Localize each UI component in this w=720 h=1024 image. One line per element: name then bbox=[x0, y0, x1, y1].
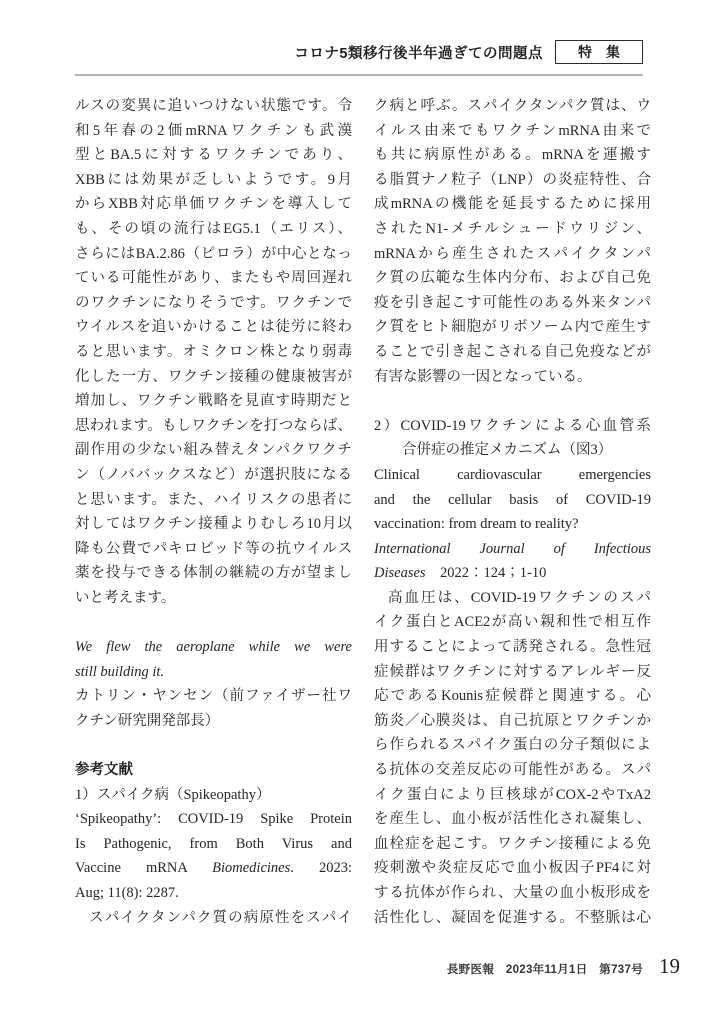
text-line bbox=[75, 168, 352, 193]
text-line bbox=[75, 192, 352, 217]
text-segment: Vaccine mRNA bbox=[75, 860, 213, 877]
text-segment: スパイクタンパク質の病原性をスパイ bbox=[89, 909, 352, 926]
text-segment: 思われます。もしワクチンを打つならば、 bbox=[75, 417, 352, 434]
text-line bbox=[374, 488, 651, 513]
text-segment: 成mRNAの機能を延長するために採用 bbox=[374, 196, 651, 213]
text-line bbox=[75, 119, 352, 144]
text-segment: イク蛋白により巨核球がCOX-2やTxA2 bbox=[374, 786, 651, 803]
text-segment: ク病と呼ぶ。スパイクタンパク質は、ウ bbox=[374, 98, 651, 114]
text-segment: 2）COVID-19ワクチンによる心血管系 bbox=[374, 417, 651, 434]
text-segment: と思います。また、ハイリスクの患者に bbox=[75, 491, 352, 508]
text-line bbox=[75, 586, 352, 611]
header-rule bbox=[75, 74, 643, 76]
text-segment: 疫刺激や炎症反応で血小板因子PF4に対 bbox=[374, 860, 651, 877]
text-segment: る脂質ナノ粒子（LNP）の炎症特性、合 bbox=[374, 171, 651, 188]
text-segment: still building it. bbox=[75, 663, 165, 680]
text-line bbox=[75, 709, 352, 734]
text-segment: 薬を投与できる体制の継続の方が望まし bbox=[75, 565, 352, 582]
text-segment: ク質の広範な生体内分布、および自己免 bbox=[374, 270, 651, 287]
text-segment: We flew the aeroplane while we were bbox=[75, 639, 352, 656]
text-segment: Clinical cardiovascular emergencies bbox=[374, 466, 651, 483]
text-segment: いと考えます。 bbox=[75, 589, 176, 606]
text-segment: 化した一方、ワクチン接種の健康被害が bbox=[75, 368, 352, 385]
text-line bbox=[374, 586, 651, 611]
text-line bbox=[374, 217, 651, 242]
text-line bbox=[374, 242, 651, 267]
text-segment: カトリン・ヤンセン（前ファイザー社ワ bbox=[75, 688, 352, 705]
text-segment: Biomedicines bbox=[212, 860, 291, 877]
text-line bbox=[75, 807, 352, 832]
text-segment: のワクチンになりそうです。ワクチンで bbox=[75, 294, 352, 311]
text-line bbox=[374, 266, 651, 291]
column-left bbox=[75, 94, 352, 930]
text-line bbox=[75, 365, 352, 390]
text-line bbox=[374, 291, 651, 316]
text-segment: 用することによって誘発される。急性冠 bbox=[374, 639, 651, 656]
text-line bbox=[374, 561, 651, 586]
text-segment: 増加し、ワクチン戦略を見直す時期だと bbox=[75, 393, 352, 410]
text-segment: さらにはBA.2.86（ピロラ）が中心となっ bbox=[75, 245, 352, 262]
text-line bbox=[75, 438, 352, 463]
text-segment: 和5年春の2価mRNAワクチンも武漢 bbox=[75, 122, 352, 139]
text-line bbox=[75, 660, 352, 685]
text-segment: も、その頃の流行はEG5.1（エリス）、 bbox=[75, 220, 352, 237]
text-line bbox=[75, 881, 352, 906]
page-footer bbox=[0, 956, 680, 977]
text-segment: する抗体が作られ、大量の血小板形成を bbox=[374, 885, 651, 901]
text-segment: ン（ノババックスなど）が選択肢になる bbox=[75, 466, 352, 483]
text-line bbox=[75, 217, 352, 242]
text-line bbox=[374, 143, 651, 168]
text-segment: International Journal of Infectious bbox=[374, 540, 651, 557]
text-segment: 2022：124；1-10 bbox=[425, 565, 547, 582]
text-line bbox=[75, 340, 352, 365]
page-header bbox=[75, 40, 643, 64]
text-line bbox=[75, 758, 352, 783]
text-segment: ‘Spikeopathy’: COVID-19 Spike Protein bbox=[75, 811, 352, 828]
text-line bbox=[75, 512, 352, 537]
text-segment: ルスの変異に追いつけない状態です。令 bbox=[75, 98, 352, 114]
text-segment: Diseases bbox=[374, 565, 426, 582]
text-line bbox=[374, 660, 651, 685]
text-segment: 疫を引き起こす可能性のある外来タンパ bbox=[374, 294, 651, 311]
text-line bbox=[75, 266, 352, 291]
special-feature-badge-label: 特 集 bbox=[578, 44, 620, 60]
text-line bbox=[75, 635, 352, 660]
text-segment: 有害な影響の一因となっている。 bbox=[374, 368, 592, 385]
text-segment: る抗体の交差反応の可能性がある。スパ bbox=[374, 762, 651, 779]
text-segment: 筋炎／心膜炎は、自己抗原とワクチンか bbox=[374, 712, 651, 729]
blank-line bbox=[374, 389, 651, 414]
text-line bbox=[75, 783, 352, 808]
text-line bbox=[374, 733, 651, 758]
text-line bbox=[75, 906, 352, 931]
text-segment: Is Pathogenic, from Both Virus and bbox=[75, 835, 352, 852]
text-segment: 血栓症を起こす。ワクチン接種による免 bbox=[374, 835, 651, 852]
text-segment: ら作られるスパイク蛋白の分子類似によ bbox=[374, 737, 651, 754]
journal-info: 長野医報 2023年11月1日 第737号 bbox=[446, 964, 643, 976]
text-segment: ている可能性があり、またもや周回遅れ bbox=[75, 270, 352, 287]
text-line bbox=[374, 119, 651, 144]
text-segment: 合併症の推定メカニズム（図3） bbox=[402, 442, 613, 459]
text-line bbox=[374, 881, 651, 906]
text-line bbox=[75, 414, 352, 439]
text-line bbox=[374, 463, 651, 488]
text-segment: 応であるKounis症候群と関連する。心 bbox=[374, 688, 651, 705]
text-segment: . 2023: bbox=[290, 860, 352, 877]
text-line bbox=[75, 242, 352, 267]
column-right bbox=[374, 94, 651, 930]
text-line bbox=[374, 512, 651, 537]
text-line bbox=[374, 610, 651, 635]
text-segment: イク蛋白とACE2が高い親和性で相互作 bbox=[374, 614, 651, 631]
text-segment: vaccination: from dream to reality? bbox=[374, 516, 579, 533]
text-line bbox=[374, 192, 651, 217]
special-feature-badge bbox=[555, 40, 643, 64]
text-line bbox=[75, 488, 352, 513]
text-line bbox=[75, 684, 352, 709]
text-line bbox=[374, 856, 651, 881]
text-line bbox=[374, 832, 651, 857]
text-segment: クチン研究開発部長） bbox=[75, 712, 220, 729]
text-line bbox=[374, 807, 651, 832]
text-segment: 症候群はワクチンに対するアレルギー反 bbox=[374, 663, 651, 680]
text-line bbox=[374, 783, 651, 808]
text-segment: 型とBA.5に対するワクチンであり、 bbox=[75, 147, 352, 164]
text-segment: 降も公費でパキロビッド等の抗ウイルス bbox=[75, 540, 352, 557]
text-line bbox=[374, 684, 651, 709]
text-line bbox=[374, 94, 651, 119]
text-segment: 1）スパイク病（Spikeopathy） bbox=[75, 786, 271, 803]
text-line bbox=[374, 414, 651, 439]
text-segment: も共に病原性がある。mRNAを運搬す bbox=[374, 147, 651, 164]
text-line bbox=[75, 832, 352, 857]
text-line bbox=[374, 168, 651, 193]
text-segment: 高血圧は、COVID-19ワクチンのスパ bbox=[388, 589, 651, 606]
text-line bbox=[75, 856, 352, 881]
text-line bbox=[374, 758, 651, 783]
text-line bbox=[75, 143, 352, 168]
text-line bbox=[374, 315, 651, 340]
text-segment: ウイルスを追いかけることは徒労に終わ bbox=[75, 319, 352, 336]
text-segment: ると思います。オミクロン株となり弱毒 bbox=[75, 343, 352, 360]
blank-line bbox=[75, 733, 352, 758]
page-number: 19 bbox=[659, 954, 680, 978]
article-body bbox=[75, 94, 651, 930]
text-line bbox=[374, 438, 651, 463]
text-line bbox=[75, 94, 352, 119]
text-segment: 参考文献 bbox=[75, 762, 133, 779]
text-line bbox=[75, 463, 352, 488]
text-line bbox=[75, 561, 352, 586]
text-segment: 対してはワクチン接種よりむしろ10月以 bbox=[75, 516, 352, 533]
text-segment: イルス由来でもワクチンmRNA由来で bbox=[374, 122, 651, 139]
text-segment: mRNAから産生されたスパイクタンパ bbox=[374, 245, 651, 262]
text-segment: Aug; 11(8): 2287. bbox=[75, 885, 179, 901]
blank-line bbox=[75, 610, 352, 635]
header-title: コロナ5類移行後半年過ぎての問題点 bbox=[294, 45, 543, 62]
text-line bbox=[374, 340, 651, 365]
text-segment: を産生し、血小板が活性化され凝集し、 bbox=[374, 811, 651, 828]
text-segment: 活性化し、凝固を促進する。不整脈は心 bbox=[374, 909, 651, 926]
text-line bbox=[75, 291, 352, 316]
text-line bbox=[374, 635, 651, 660]
text-segment: されたN1-メチルシュードウリジン、 bbox=[374, 220, 651, 237]
text-line bbox=[75, 537, 352, 562]
text-segment: XBBには効果が乏しいようです。9月 bbox=[75, 171, 352, 188]
text-line bbox=[374, 906, 651, 931]
text-segment: ることで引き起こされる自己免疫などが bbox=[374, 343, 651, 360]
text-line bbox=[374, 709, 651, 734]
text-segment: and the cellular basis of COVID-19 bbox=[374, 491, 651, 508]
text-segment: ク質をヒト細胞がリボソーム内で産生す bbox=[374, 319, 651, 336]
text-line bbox=[374, 537, 651, 562]
text-line bbox=[75, 315, 352, 340]
text-line bbox=[75, 389, 352, 414]
text-segment: 副作用の少ない組み替えタンパクワクチ bbox=[75, 442, 352, 459]
text-line bbox=[374, 365, 651, 390]
text-segment: からXBB対応単価ワクチンを導入して bbox=[75, 196, 352, 213]
